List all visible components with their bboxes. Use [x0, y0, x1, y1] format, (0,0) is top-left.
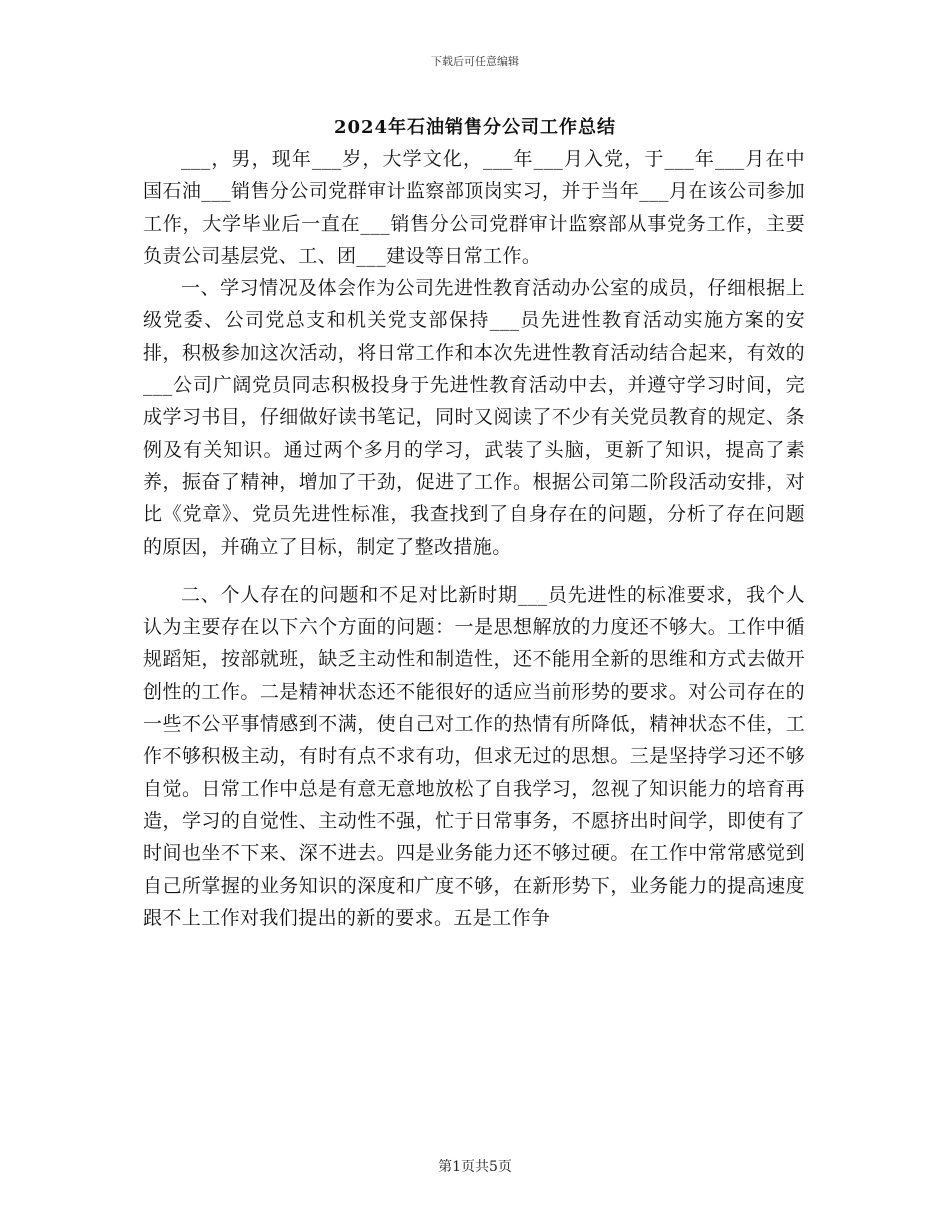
document-body	[143, 143, 805, 934]
paragraph-intro: ___，男，现年___岁，大学文化，___年___月入党，于___年___月在中国石油___销售分公司党群审计监察部顶岗实习，并于当年___月在该公司参加工作，大学毕业后一直在___销售分公司党群审计监察部从事党务工作，主要负责公司基层党、工、团___建设等日常工作。	[143, 148, 805, 267]
header-note: 下载后可任意编辑	[431, 55, 519, 68]
paragraph-section-1: 一、学习情况及体会作为公司先进性教育活动办公室的成员，仔细根据上级党委、公司党总支和机关党支部保持___员先进性教育活动实施方案的安排，积极参加这次活动，将日常工作和本次先进性教育活动结合起来，有效的___公司广阔党员同志积极投身于先进性教育活动中去，并遵守学习时间，完成学习书目，仔细做好读书笔记，同时又阅读了不少有关党员教育的规定、条例及有关知识。通过两个多月的学习，武装了头脑，更新了知识，提高了素养，振奋了精神，增加了干劲，促进了工作。根据公司第二阶段活动安排，对比《党章》、党员先进性标准，我查找到了自身存在的问题，分析了存在问题的原因，并确立了目标，制定了整改措施。	[143, 277, 805, 558]
paragraph-section-2: 二、个人存在的问题和不足对比新时期___员先进性的标准要求，我个人认为主要存在以下六个方面的问题：一是思想解放的力度还不够大。工作中循规蹈矩，按部就班，缺乏主动性和制造性，还不能用全新的思维和方式去做开创性的工作。二是精神状态还不能很好的适应当前形势的要求。对公司存在的一些不公平事情感到不满，使自己对工作的热情有所降低，精神状态不佳，工作不够积极主动，有时有点不求有功，但求无过的思想。三是坚持学习还不够自觉。日常工作中总是有意无意地放松了自我学习，忽视了知识能力的培育再造，学习的自觉性、主动性不强，忙于日常事务，不愿挤出时间学，即使有了时间也坐不下来、深不进去。四是业务能力还不够过硬。在工作中常常感觉到自己所掌握的业务知识的深度和广度不够，在新形势下，业务能力的提高速度跟不上工作对我们提出的新的要求。五是工作争	[143, 583, 805, 929]
page-footer: 第1页共5页	[438, 1159, 512, 1175]
document-title: 2024年石油销售分公司工作总结	[333, 117, 617, 138]
